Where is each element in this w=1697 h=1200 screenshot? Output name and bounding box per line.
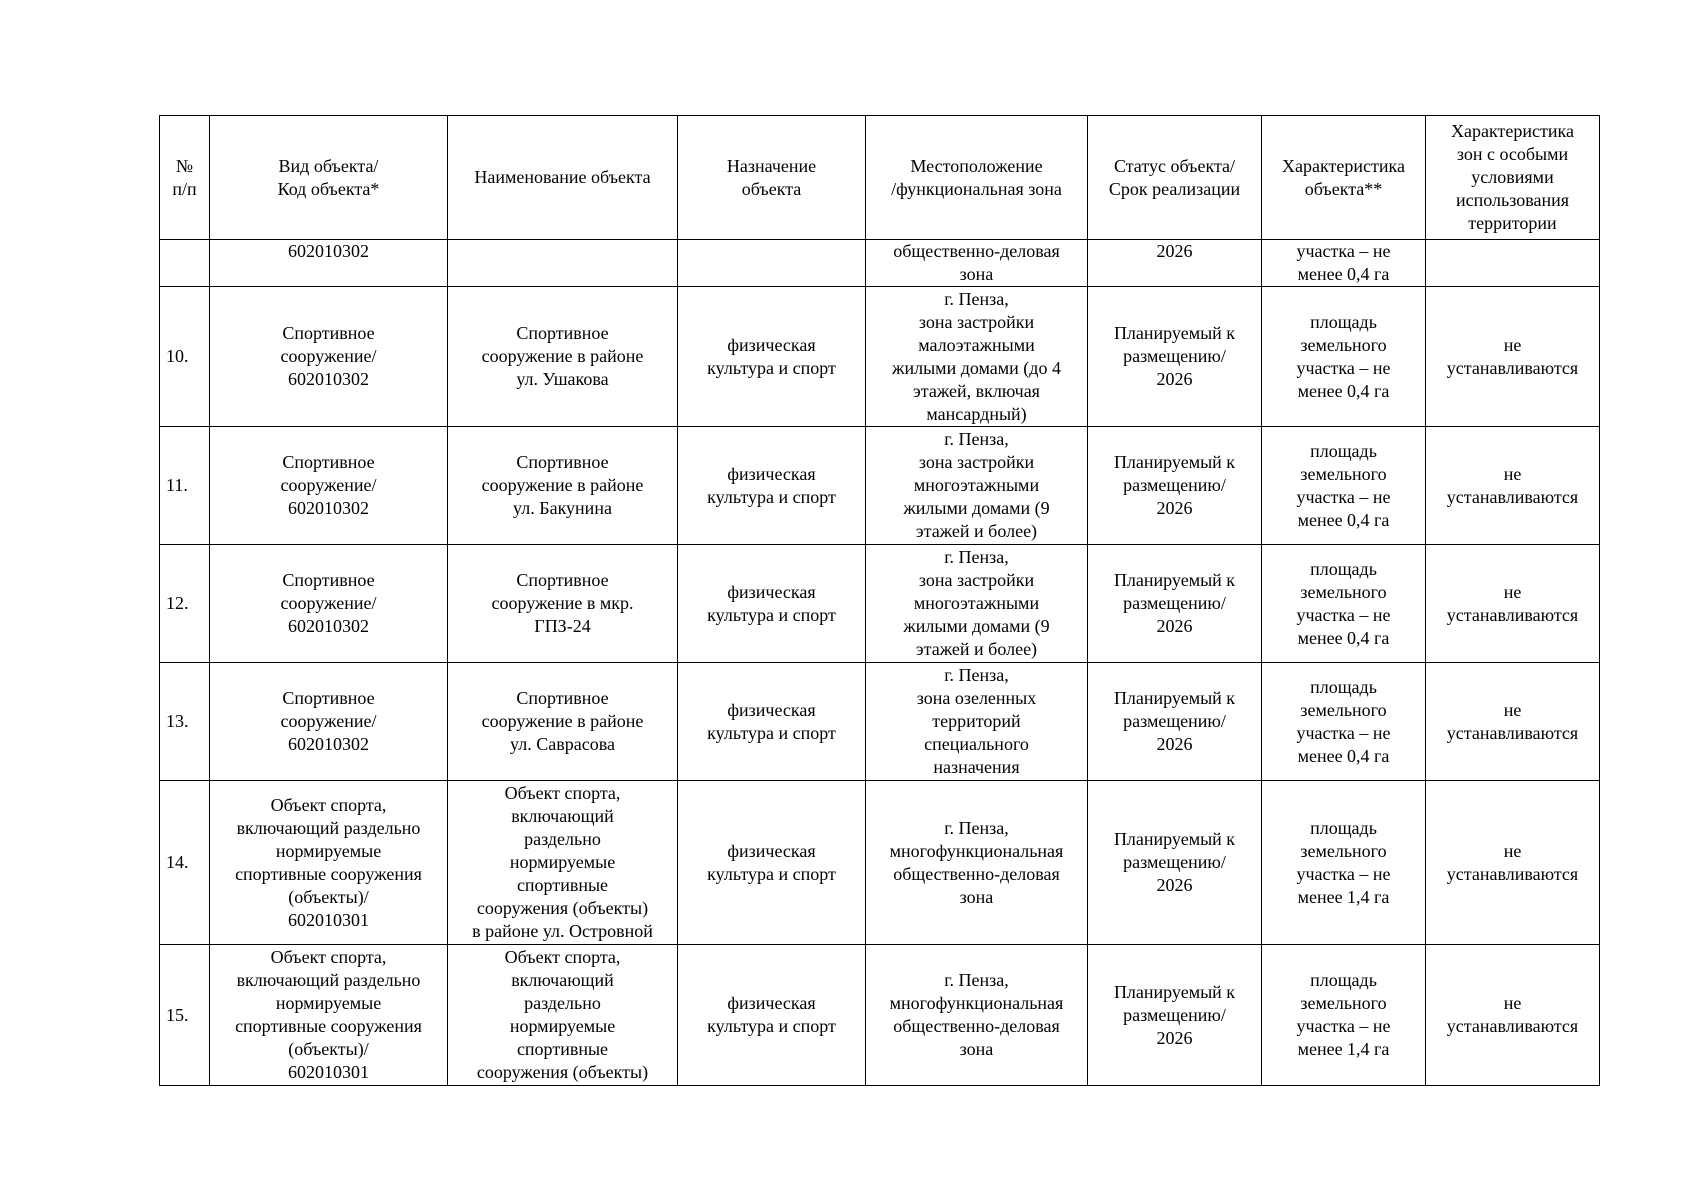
cell-text-line: менее 0,4 га — [1297, 627, 1390, 648]
table-cell — [1426, 240, 1600, 287]
cell-text-line: размещению/ — [1123, 346, 1226, 366]
table-cell — [210, 663, 448, 781]
table-cell — [678, 781, 866, 945]
cell-text-line: территории — [1468, 213, 1557, 233]
cell-text-line: г. Пенза, — [944, 970, 1009, 990]
table-cell — [678, 545, 866, 663]
cell-text-line: включающий раздельно — [236, 970, 421, 990]
cell-text-line: земельного — [1300, 840, 1387, 861]
table-cell — [1426, 287, 1600, 427]
cell-text-line: физическая — [727, 993, 816, 1013]
row-number — [160, 663, 210, 781]
table-cell — [866, 945, 1088, 1086]
cell-text-line: ул. Бакунина — [513, 498, 612, 518]
cell-text-line: спортивные — [516, 1039, 609, 1059]
cell-text-line: размещению/ — [1123, 1004, 1226, 1025]
cell-text-line: размещению/ — [1123, 852, 1226, 872]
cell-text-line: 2026 — [1156, 616, 1193, 636]
table-cell — [1262, 240, 1426, 287]
cell-text-line: сооружение/ — [280, 346, 377, 366]
table-row — [160, 545, 1600, 663]
cell-text-line: 602010302 — [288, 498, 369, 518]
cell-text-line: не — [1503, 840, 1522, 861]
row-number — [160, 287, 210, 427]
cell-text-line: 602010301 — [288, 909, 369, 930]
table-cell — [448, 545, 678, 663]
cell-text-line: 13. — [166, 711, 189, 731]
cell-text-line: условиями — [1471, 167, 1554, 187]
table-cell — [1088, 240, 1262, 287]
cell-text-line: многофункциональная — [889, 993, 1064, 1013]
cell-text-line: Планируемый к — [1113, 829, 1236, 849]
cell-text-line: зона — [959, 264, 994, 284]
cell-text-line: жилыми домами (9 — [903, 498, 1050, 518]
cell-text-line: размещению/ — [1123, 475, 1226, 495]
cell-text-line: зона застройки — [918, 311, 1035, 332]
cell-text-line: Объект спорта, — [504, 947, 621, 967]
cell-text-line: раздельно — [524, 829, 601, 849]
cell-text-line: г. Пенза, — [944, 288, 1009, 309]
table-cell — [678, 287, 866, 427]
cell-text-line: площадь — [1310, 311, 1377, 332]
cell-text-line: участка – не — [1296, 1016, 1391, 1036]
table-cell — [1426, 545, 1600, 663]
cell-text-line: объекта** — [1304, 178, 1383, 199]
cell-text-line: зон с особыми — [1456, 144, 1569, 164]
cell-text-line: Спортивное — [516, 323, 609, 343]
cell-text-line: менее 0,4 га — [1297, 264, 1390, 284]
cell-text-line: площадь — [1310, 817, 1377, 838]
cell-text-line: не — [1503, 581, 1522, 602]
cell-text-line: земельного — [1300, 334, 1387, 355]
cell-text-line: 2026 — [1156, 498, 1193, 518]
cell-text-line: спортивные сооружения — [235, 863, 422, 884]
header-object-purpose — [678, 116, 866, 240]
cell-text-line: сооружение в районе — [481, 711, 644, 731]
table-cell — [678, 240, 866, 287]
table-cell — [1088, 287, 1262, 427]
cell-text-line: Спортивное — [516, 452, 609, 472]
table-cell — [210, 545, 448, 663]
cell-text-line: Статус объекта/ — [1113, 155, 1236, 176]
table-cell — [866, 781, 1088, 945]
table-cell — [448, 240, 678, 287]
table-cell — [1262, 663, 1426, 781]
table-row — [160, 781, 1600, 945]
table-cell — [1088, 945, 1262, 1086]
cell-text-line: этажей и более) — [915, 521, 1038, 541]
sports-facilities-table — [159, 115, 1600, 1086]
cell-text-line: включающий — [511, 970, 614, 990]
table-cell — [1426, 663, 1600, 781]
cell-text-line: Спортивное — [282, 570, 375, 590]
cell-text-line: Назначение — [726, 155, 817, 176]
table-cell — [210, 287, 448, 427]
cell-text-line: площадь — [1310, 558, 1377, 579]
cell-text-line: Срок реализации — [1108, 178, 1241, 199]
cell-text-line: нормируемые — [509, 1016, 616, 1036]
cell-text-line: 10. — [166, 346, 189, 366]
cell-text-line: Планируемый к — [1113, 570, 1236, 590]
cell-text-line: 2026 — [1156, 1027, 1193, 1048]
table-cell — [210, 945, 448, 1086]
table-cell — [866, 663, 1088, 781]
cell-text-line: не — [1503, 699, 1522, 720]
table-cell — [866, 240, 1088, 287]
cell-text-line: общественно-деловая — [893, 1016, 1060, 1036]
table-cell — [210, 240, 448, 287]
cell-text-line: (объекты)/ — [288, 1039, 369, 1059]
cell-text-line: Спортивное — [282, 323, 375, 343]
cell-text-line: многоэтажными — [913, 593, 1040, 613]
cell-text-line: земельного — [1300, 581, 1387, 602]
cell-text-line: общественно-деловая — [893, 863, 1060, 884]
cell-text-line: Спортивное — [516, 570, 609, 590]
cell-text-line: г. Пенза, — [944, 665, 1009, 685]
cell-text-line: участка – не — [1296, 722, 1391, 743]
cell-text-line: сооружения (объекты) — [476, 1062, 649, 1082]
cell-text-line: нормируемые — [509, 852, 616, 872]
cell-text-line: 602010302 — [288, 616, 369, 636]
cell-text-line: менее 0,4 га — [1297, 380, 1390, 401]
cell-text-line: устанавливаются — [1446, 486, 1579, 507]
table-row — [160, 663, 1600, 781]
table-cell — [448, 287, 678, 427]
cell-text-line: физическая — [727, 840, 816, 861]
table-cell — [448, 427, 678, 545]
cell-text-line: сооружение/ — [280, 711, 377, 731]
cell-text-line: участка – не — [1296, 863, 1391, 884]
table-row — [160, 287, 1600, 427]
table-cell — [210, 781, 448, 945]
cell-text-line: Местоположение — [910, 155, 1043, 176]
table-cell — [1088, 781, 1262, 945]
cell-text-line: не — [1503, 993, 1522, 1013]
table-cell — [448, 781, 678, 945]
cell-text-line: земельного — [1300, 993, 1387, 1013]
cell-text-line: менее 0,4 га — [1297, 745, 1390, 766]
cell-text-line: Объект спорта, — [270, 794, 387, 815]
header-row — [160, 116, 1600, 240]
header-object-type-code — [210, 116, 448, 240]
cell-text-line: этажей и более) — [915, 639, 1038, 659]
cell-text-line: площадь — [1310, 440, 1377, 461]
cell-text-line: Вид объекта/ — [278, 155, 379, 176]
table-cell — [1262, 427, 1426, 545]
cell-text-line: г. Пенза, — [944, 547, 1009, 567]
table-cell — [1088, 427, 1262, 545]
cell-text-line: в районе ул. Островной — [472, 921, 653, 941]
table-cell — [1426, 781, 1600, 945]
cell-text-line: Спортивное — [282, 688, 375, 708]
cell-text-line: территорий — [932, 711, 1021, 731]
cell-text-line: устанавливаются — [1446, 722, 1579, 743]
cell-text-line: 602010302 — [288, 734, 369, 754]
cell-text-line: Планируемый к — [1113, 981, 1236, 1002]
cell-text-line: г. Пенза, — [944, 429, 1009, 449]
cell-text-line: земельного — [1300, 463, 1387, 484]
cell-text-line: зона застройки — [918, 570, 1035, 590]
cell-text-line: 12. — [166, 593, 189, 613]
cell-text-line: Характеристика — [1451, 121, 1574, 141]
cell-text-line: Код объекта* — [277, 178, 380, 199]
table-cell — [1088, 663, 1262, 781]
cell-text-line: 2026 — [1156, 734, 1193, 754]
cell-text-line: менее 1,4 га — [1297, 1039, 1390, 1059]
table-cell — [866, 545, 1088, 663]
cell-text-line: жилыми домами (9 — [903, 616, 1050, 636]
cell-text-line: спортивные сооружения — [235, 1016, 422, 1036]
table-cell — [678, 663, 866, 781]
header-number — [160, 116, 210, 240]
cell-text-line: физическая — [727, 699, 816, 720]
table-cell — [1262, 781, 1426, 945]
cell-text-line: нормируемые — [275, 993, 382, 1013]
cell-text-line: специального — [924, 734, 1029, 754]
table-cell — [1426, 427, 1600, 545]
cell-text-line: Спортивное — [516, 688, 609, 708]
continuation-row — [160, 240, 1600, 287]
cell-text-line: ул. Ушакова — [516, 369, 609, 389]
cell-text-line: Планируемый к — [1113, 452, 1236, 472]
cell-text-line: культура и спорт — [707, 863, 836, 884]
cell-text-line: (объекты)/ — [288, 886, 369, 907]
table-cell — [160, 240, 210, 287]
cell-text-line: Планируемый к — [1113, 688, 1236, 708]
header-status-deadline — [1088, 116, 1262, 240]
cell-text-line: зона — [959, 886, 994, 907]
cell-text-line: спортивные — [516, 875, 609, 895]
table-cell — [678, 427, 866, 545]
cell-text-line: устанавливаются — [1446, 1016, 1579, 1036]
cell-text-line: включающий — [511, 806, 614, 826]
cell-text-line: многоэтажными — [913, 475, 1040, 495]
cell-text-line: ГПЗ-24 — [534, 616, 591, 636]
cell-text-line: объекта — [741, 178, 802, 199]
cell-text-line: участка – не — [1296, 486, 1391, 507]
cell-text-line: Наименование объекта — [474, 167, 651, 187]
cell-text-line: площадь — [1310, 676, 1377, 697]
cell-text-line: п/п — [172, 178, 197, 199]
table-cell — [1426, 945, 1600, 1086]
cell-text-line: 602010302 — [288, 241, 369, 261]
cell-text-line: Характеристика — [1282, 155, 1405, 176]
table-cell — [678, 945, 866, 1086]
cell-text-line: участка – не — [1296, 241, 1391, 261]
header-location-zone — [866, 116, 1088, 240]
cell-text-line: менее 1,4 га — [1297, 886, 1390, 907]
cell-text-line: культура и спорт — [707, 486, 836, 507]
row-number — [160, 427, 210, 545]
cell-text-line: устанавливаются — [1446, 604, 1579, 625]
cell-text-line: общественно-деловая — [893, 241, 1060, 261]
cell-text-line: физическая — [727, 334, 816, 355]
cell-text-line: культура и спорт — [707, 604, 836, 625]
cell-text-line: Планируемый к — [1113, 323, 1236, 343]
table-cell — [1262, 945, 1426, 1086]
cell-text-line: площадь — [1310, 970, 1377, 990]
cell-text-line: сооружение/ — [280, 475, 377, 495]
cell-text-line: 11. — [166, 475, 188, 495]
cell-text-line: земельного — [1300, 699, 1387, 720]
row-number — [160, 545, 210, 663]
cell-text-line: 602010301 — [288, 1062, 369, 1082]
cell-text-line: этажей, включая — [913, 380, 1040, 401]
cell-text-line: № — [175, 155, 194, 176]
cell-text-line: не — [1503, 463, 1522, 484]
cell-text-line: сооружение в районе — [481, 475, 644, 495]
cell-text-line: менее 0,4 га — [1297, 509, 1390, 530]
cell-text-line: размещению/ — [1123, 593, 1226, 613]
header-object-name — [448, 116, 678, 240]
cell-text-line: 14. — [166, 852, 189, 872]
table-row — [160, 945, 1600, 1086]
table-cell — [1088, 545, 1262, 663]
cell-text-line: сооружение в мкр. — [491, 593, 634, 613]
cell-text-line: культура и спорт — [707, 1016, 836, 1036]
cell-text-line: физическая — [727, 581, 816, 602]
header-special-zones-characteristic — [1426, 116, 1600, 240]
table-cell — [448, 945, 678, 1086]
cell-text-line: Спортивное — [282, 452, 375, 472]
cell-text-line: культура и спорт — [707, 722, 836, 743]
cell-text-line: физическая — [727, 463, 816, 484]
cell-text-line: сооружение/ — [280, 593, 377, 613]
cell-text-line: зона — [959, 1039, 994, 1059]
cell-text-line: 15. — [166, 1004, 189, 1025]
cell-text-line: использования — [1455, 190, 1569, 210]
cell-text-line: участка – не — [1296, 604, 1391, 625]
table-cell — [1262, 545, 1426, 663]
cell-text-line: раздельно — [524, 993, 601, 1013]
cell-text-line: устанавливаются — [1446, 357, 1579, 378]
table-cell — [866, 427, 1088, 545]
cell-text-line: /функциональная зона — [891, 178, 1062, 199]
cell-text-line: 2026 — [1156, 875, 1193, 895]
cell-text-line: назначения — [933, 757, 1020, 777]
table-cell — [448, 663, 678, 781]
cell-text-line: малоэтажными — [918, 334, 1035, 355]
table-cell — [210, 427, 448, 545]
cell-text-line: нормируемые — [275, 840, 382, 861]
table-cell — [1262, 287, 1426, 427]
row-number — [160, 781, 210, 945]
cell-text-line: многофункциональная — [889, 840, 1064, 861]
cell-text-line: устанавливаются — [1446, 863, 1579, 884]
cell-text-line: размещению/ — [1123, 711, 1226, 731]
cell-text-line: культура и спорт — [707, 357, 836, 378]
cell-text-line: г. Пенза, — [944, 817, 1009, 838]
cell-text-line: участка – не — [1296, 357, 1391, 378]
cell-text-line: зона застройки — [918, 452, 1035, 472]
cell-text-line: 2026 — [1156, 369, 1193, 389]
cell-text-line: включающий раздельно — [236, 817, 421, 838]
row-number — [160, 945, 210, 1086]
cell-text-line: зона озеленных — [916, 688, 1037, 708]
cell-text-line: сооружение в районе — [481, 346, 644, 366]
cell-text-line: 2026 — [1156, 241, 1193, 261]
cell-text-line: сооружения (объекты) — [476, 898, 649, 918]
cell-text-line: мансардный) — [926, 403, 1027, 424]
cell-text-line: не — [1503, 334, 1522, 355]
table-row — [160, 427, 1600, 545]
cell-text-line: ул. Саврасова — [510, 734, 615, 754]
cell-text-line: жилыми домами (до 4 — [892, 357, 1061, 378]
table-cell — [866, 287, 1088, 427]
header-object-characteristic — [1262, 116, 1426, 240]
cell-text-line: Объект спорта, — [270, 947, 387, 967]
cell-text-line: 602010302 — [288, 369, 369, 389]
cell-text-line: Объект спорта, — [504, 783, 621, 803]
